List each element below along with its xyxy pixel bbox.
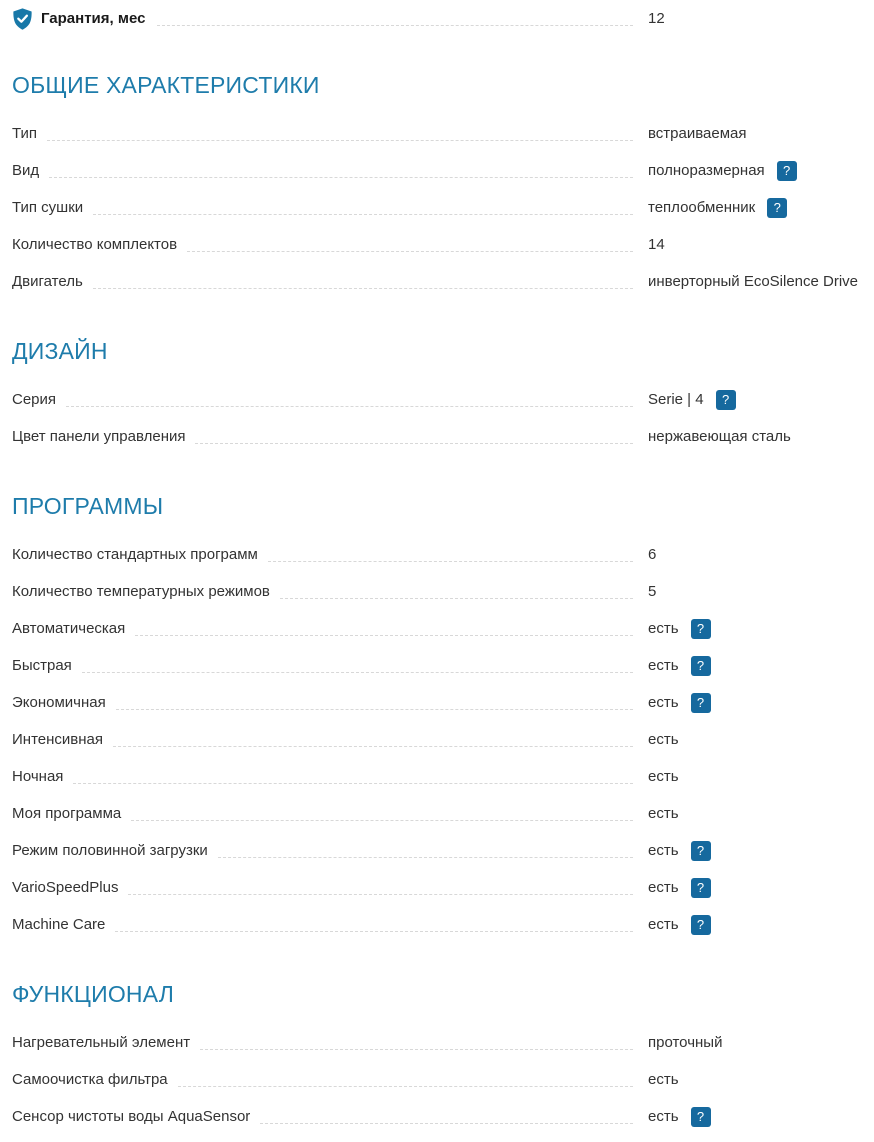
spec-row xyxy=(12,1098,874,1135)
spec-value: проточный xyxy=(648,1034,723,1051)
spec-row xyxy=(12,152,874,189)
spec-row xyxy=(12,226,874,263)
spec-value: инверторный EcoSilence Drive xyxy=(648,273,859,290)
dotted-leader xyxy=(116,709,633,710)
spec-value: 14 xyxy=(648,236,665,253)
dotted-leader xyxy=(47,140,633,141)
spec-label: Экономичная xyxy=(12,694,106,711)
spec-label: Режим половинной загрузки xyxy=(12,842,208,859)
help-icon[interactable]: ? xyxy=(716,390,736,410)
spec-value: есть xyxy=(648,842,679,859)
dotted-leader xyxy=(131,820,633,821)
spec-value: есть xyxy=(648,694,679,711)
spec-value: 6 xyxy=(648,546,657,563)
spec-label: Моя программа xyxy=(12,805,122,822)
spec-section xyxy=(12,493,874,943)
spec-label: Сенсор чистоты воды AquaSensor xyxy=(12,1108,251,1125)
spec-row xyxy=(12,189,874,226)
spec-row xyxy=(12,721,874,758)
spec-row xyxy=(12,381,874,418)
spec-label: Самоочистка фильтра xyxy=(12,1071,168,1088)
dotted-leader xyxy=(113,746,633,747)
section-rows xyxy=(12,115,874,300)
spec-label: Количество стандартных программ xyxy=(12,546,258,563)
section-rows xyxy=(12,536,874,943)
section-title: ФУНКЦИОНАЛ xyxy=(12,981,175,1007)
dotted-leader xyxy=(218,857,633,858)
spec-label: Гарантия, мес xyxy=(41,10,146,27)
spec-row xyxy=(12,647,874,684)
spec-row xyxy=(12,536,874,573)
section-title: ДИЗАЙН xyxy=(12,338,108,364)
dotted-leader xyxy=(187,251,633,252)
spec-row xyxy=(12,115,874,152)
spec-label: Вид xyxy=(12,162,40,179)
spec-value: нержавеющая сталь xyxy=(648,428,791,445)
help-icon[interactable]: ? xyxy=(691,915,711,935)
spec-label: Двигатель xyxy=(12,273,83,290)
spec-value: 5 xyxy=(648,583,657,600)
spec-row xyxy=(12,418,874,455)
help-icon[interactable]: ? xyxy=(691,619,711,639)
dotted-leader xyxy=(260,1123,633,1124)
section-title: ОБЩИЕ ХАРАКТЕРИСТИКИ xyxy=(12,72,320,98)
spec-label: Тип сушки xyxy=(12,199,84,216)
spec-value: есть xyxy=(648,768,679,785)
section-rows xyxy=(12,1024,874,1135)
spec-value: есть xyxy=(648,620,679,637)
spec-label: Количество температурных режимов xyxy=(12,583,270,600)
spec-row xyxy=(12,832,874,869)
spec-label: Интенсивная xyxy=(12,731,103,748)
dotted-leader xyxy=(93,288,633,289)
spec-row xyxy=(12,610,874,647)
spec-value: 12 xyxy=(648,10,665,27)
spec-sections xyxy=(12,72,874,1135)
spec-value: полноразмерная xyxy=(648,162,765,179)
dotted-leader xyxy=(195,443,633,444)
spec-row xyxy=(12,795,874,832)
spec-label: Автоматическая xyxy=(12,620,126,637)
spec-row xyxy=(12,684,874,721)
spec-label: Machine Care xyxy=(12,916,106,933)
dotted-leader xyxy=(73,783,633,784)
shield-check-icon xyxy=(12,7,33,31)
spec-label: Нагревательный элемент xyxy=(12,1034,191,1051)
dotted-leader xyxy=(93,214,633,215)
spec-label: VarioSpeedPlus xyxy=(12,879,119,896)
spec-label: Ночная xyxy=(12,768,64,785)
dotted-leader xyxy=(49,177,633,178)
dotted-leader xyxy=(268,561,633,562)
help-icon[interactable]: ? xyxy=(691,693,711,713)
dotted-leader xyxy=(128,894,633,895)
spec-value: есть xyxy=(648,916,679,933)
dotted-leader xyxy=(200,1049,633,1050)
warranty-row xyxy=(12,3,874,34)
spec-value: теплообменник xyxy=(648,199,756,216)
spec-label: Тип xyxy=(12,125,38,142)
spec-value: есть xyxy=(648,1071,679,1088)
help-icon[interactable]: ? xyxy=(691,841,711,861)
dotted-leader xyxy=(82,672,633,673)
spec-row xyxy=(12,758,874,795)
spec-value: встраиваемая xyxy=(648,125,747,142)
help-icon[interactable]: ? xyxy=(691,656,711,676)
help-icon[interactable]: ? xyxy=(777,161,797,181)
section-rows xyxy=(12,381,874,455)
spec-row xyxy=(12,1024,874,1061)
spec-value: есть xyxy=(648,657,679,674)
dotted-leader xyxy=(135,635,633,636)
spec-row xyxy=(12,869,874,906)
spec-section xyxy=(12,338,874,455)
spec-row xyxy=(12,1061,874,1098)
spec-row xyxy=(12,906,874,943)
spec-value: Serie | 4 xyxy=(648,391,704,408)
dotted-leader xyxy=(280,598,633,599)
spec-label: Быстрая xyxy=(12,657,72,674)
spec-row xyxy=(12,573,874,610)
spec-value: есть xyxy=(648,879,679,896)
spec-label: Серия xyxy=(12,391,57,408)
spec-label: Цвет панели управления xyxy=(12,428,186,445)
spec-row xyxy=(12,263,874,300)
dotted-leader xyxy=(66,406,633,407)
dotted-leader xyxy=(115,931,633,932)
help-icon[interactable]: ? xyxy=(767,198,787,218)
spec-label: Количество комплектов xyxy=(12,236,178,253)
spec-value: есть xyxy=(648,805,679,822)
dotted-leader xyxy=(157,25,633,26)
spec-section xyxy=(12,72,874,300)
spec-value: есть xyxy=(648,731,679,748)
dotted-leader xyxy=(178,1086,633,1087)
help-icon[interactable]: ? xyxy=(691,1107,711,1127)
section-title: ПРОГРАММЫ xyxy=(12,493,164,519)
spec-value: есть xyxy=(648,1108,679,1125)
help-icon[interactable]: ? xyxy=(691,878,711,898)
spec-section xyxy=(12,981,874,1135)
